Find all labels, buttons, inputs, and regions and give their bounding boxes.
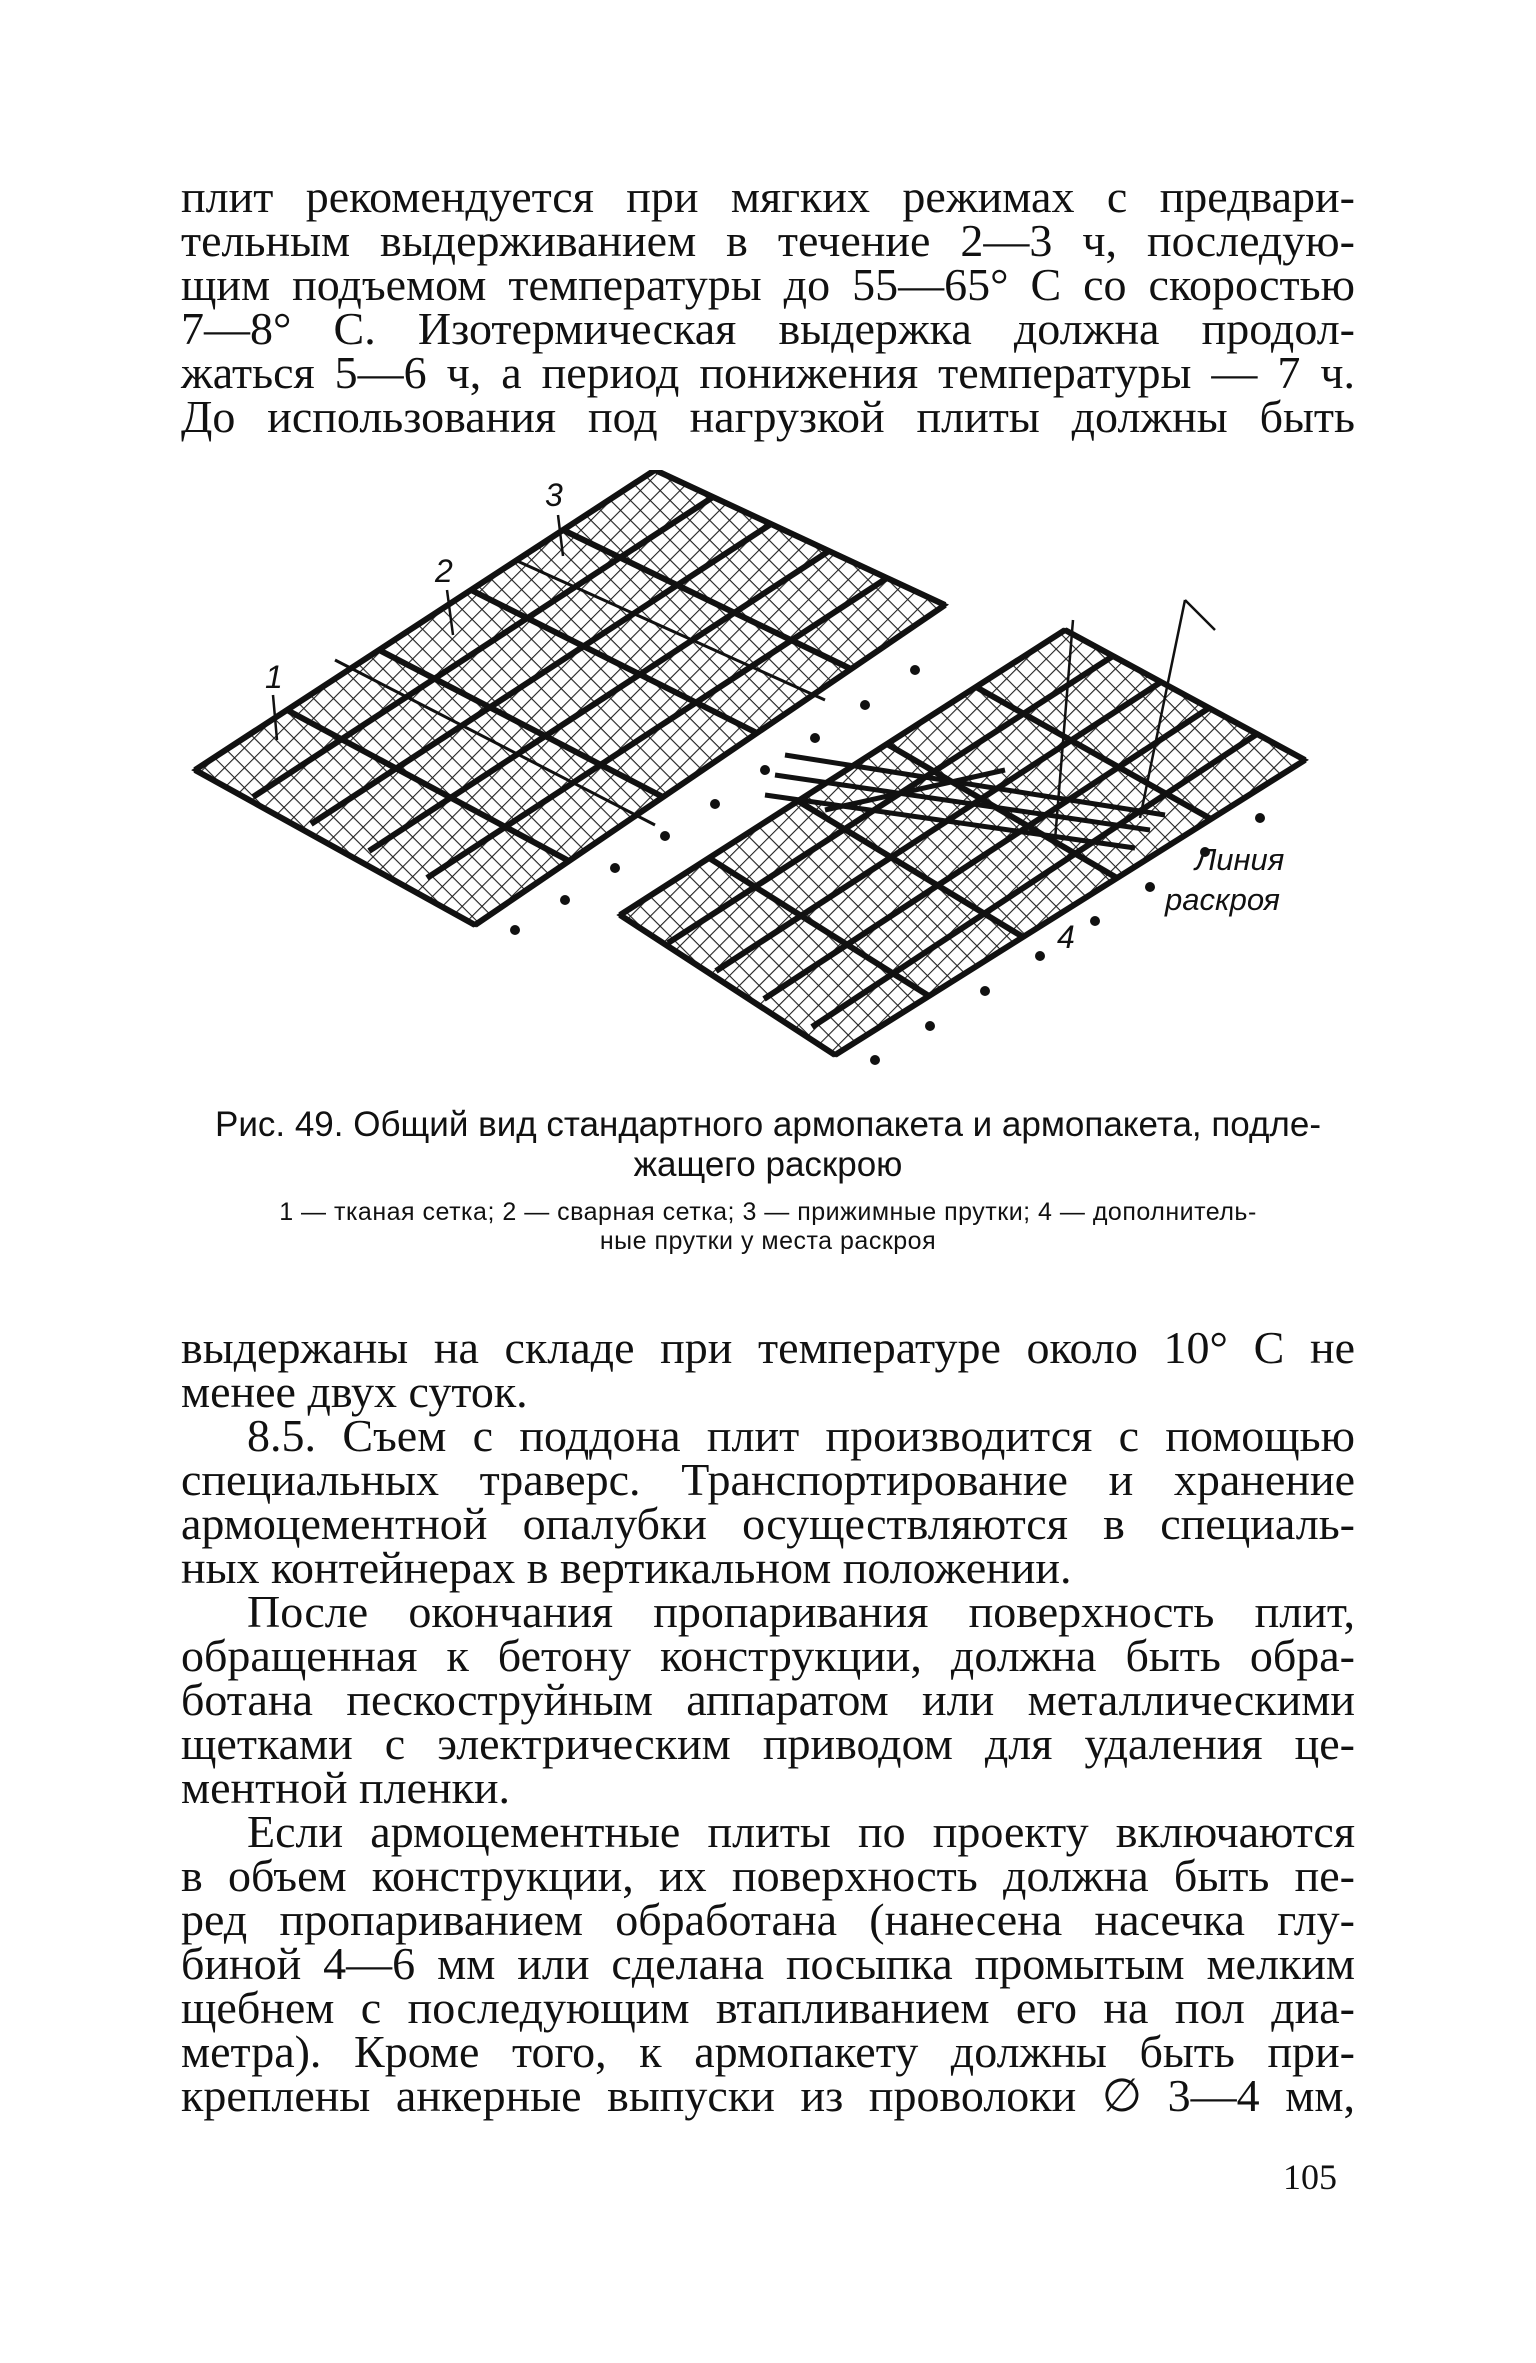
text-line: обращенная к бетону конструкции, должна быть обра- xyxy=(181,1630,1355,1681)
text-line: щебнем с последующим втапливанием его на пол диа- xyxy=(181,1982,1355,2033)
label-3: 3 xyxy=(545,477,563,513)
text-line: 7—8° С. Изотермическая выдержка должна продол- xyxy=(181,303,1355,354)
text-line: плит рекомендуется при мягких режимах с предвари- xyxy=(181,171,1355,222)
text-line: ных контейнерах в вертикальном положении. xyxy=(181,1542,1072,1593)
bottom-text xyxy=(181,1322,1355,2121)
text-line: менее двух суток. xyxy=(181,1366,528,1417)
leader-cut-line xyxy=(1185,600,1215,630)
label-cut-line-1: Линия xyxy=(1195,842,1285,877)
text-line: биной 4—6 мм или сделана посыпка промытым мелким xyxy=(181,1938,1355,1989)
text-line: армоцементной опалубки осуществляются в специаль- xyxy=(181,1498,1355,1549)
text-line: ботана пескоструйным аппаратом или металлическими xyxy=(181,1674,1355,1725)
text-line: тельным выдерживанием в течение 2—3 ч, последую- xyxy=(181,215,1355,266)
figure-caption xyxy=(181,1105,1355,1185)
text-line: ментной пленки. xyxy=(181,1762,511,1813)
legend-line: 1 — тканая сетка; 2 — сварная сетка; 3 — прижимные прутки; 4 — дополнитель- xyxy=(279,1198,1257,1226)
top-paragraph xyxy=(181,171,1355,442)
label-4: 4 xyxy=(1057,919,1075,955)
text-line: Если армоцементные плиты по проекту включаются xyxy=(247,1806,1355,1857)
section-heading-line: 8.5. Съем с поддона плит производится с помощью xyxy=(247,1410,1355,1461)
text-line: креплены анкерные выпуски из проволоки ∅ 3—4 мм, xyxy=(181,2070,1355,2121)
label-cut-line-2: раскроя xyxy=(1165,882,1280,917)
text-line: До использования под нагрузкой плиты должны быть xyxy=(181,391,1355,442)
page-number: 105 xyxy=(1283,2157,1337,2197)
caption-line: жащего раскрою xyxy=(633,1145,903,1184)
text-line: щим подъемом температуры до 55—65° С со скоростью xyxy=(181,259,1355,310)
legend-line: ные прутки у места раскроя xyxy=(599,1227,937,1255)
text-line: специальных траверс. Транспортирование и хранение xyxy=(181,1454,1355,1505)
label-1: 1 xyxy=(265,659,283,695)
text-line: выдержаны на складе при температуре около 10° С не xyxy=(181,1322,1355,1373)
label-2: 2 xyxy=(435,553,453,589)
text-line: ред пропариванием обработана (нанесена насечка глу- xyxy=(181,1894,1355,1945)
text-line: в объем конструкции, их поверхность должна быть пе- xyxy=(181,1850,1355,1901)
text-line: щетками с электрическим приводом для удаления це- xyxy=(181,1718,1355,1769)
text-line: После окончания пропаривания поверхность плит, xyxy=(247,1586,1355,1637)
text-line: жаться 5—6 ч, а период понижения температуры — 7 ч. xyxy=(181,347,1355,398)
caption-line: Рис. 49. Общий вид стандартного армопакета и армопакета, подле- xyxy=(215,1105,1321,1144)
figure-legend xyxy=(181,1198,1355,1256)
text-line: метра). Кроме того, к армопакету должны быть при- xyxy=(181,2026,1355,2077)
figure-reinforcement-packages xyxy=(185,470,1355,1070)
